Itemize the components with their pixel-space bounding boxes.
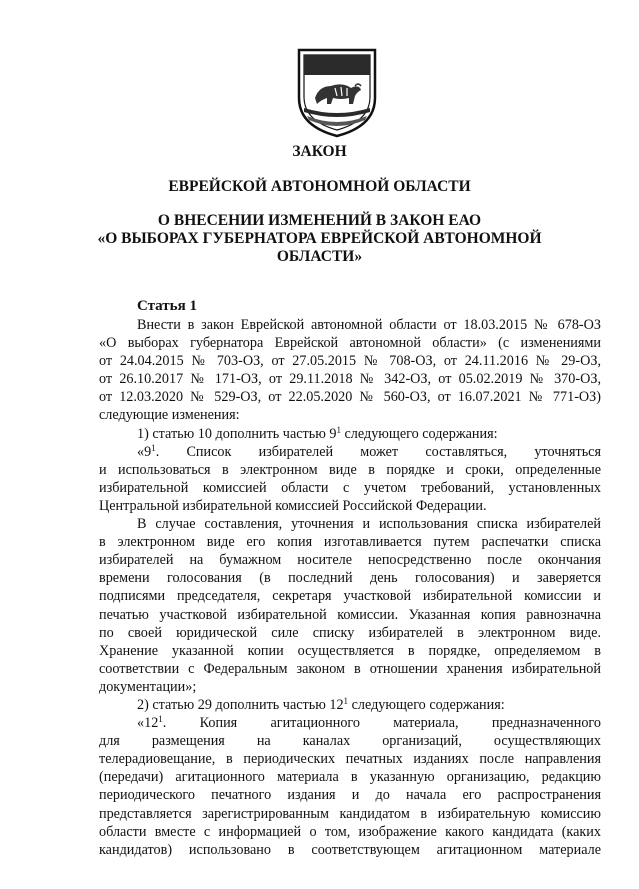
text-line: области вместе с информацией о том, изображение какого кандидата (каких xyxy=(99,823,601,840)
text-line: времени голосования (в последний день голосования) и заверяется xyxy=(99,570,601,587)
text-line: и использоваться в электронном виде в порядке и сроки, определенные xyxy=(99,461,601,478)
quote-line: «$9^1$. Список избирателей может составляться, уточняться xyxy=(137,442,601,460)
text-line: по своей юридической силе списку избирателей в электронном виде. xyxy=(99,624,601,641)
text-line: следующие изменения: xyxy=(99,407,240,424)
document-type-heading: ЗАКОН xyxy=(292,143,347,160)
text-line: Центральной избирательной комиссией Российской Федерации. xyxy=(99,497,487,514)
text-line: для размещения на каналах организаций, осуществляющих xyxy=(99,733,601,750)
text-line: представляется зарегистрированным кандидатом в избирательную комиссию xyxy=(99,805,601,822)
text-line: В случае составления, уточнения и использования списка избирателей xyxy=(137,516,601,533)
text-line: печатью участковой избирательной комиссии. Указанная копия равнозначна xyxy=(99,606,601,623)
text-line: Внести в закон Еврейской автономной области от 18.03.2015 № 678-ОЗ xyxy=(137,317,601,333)
text-line: телерадиовещание, в периодических печатных изданиях после направления xyxy=(99,751,601,768)
text-line: от 12.03.2020 № 529-ОЗ, от 22.05.2020 № 560-ОЗ, от 16.07.2021 № 771-ОЗ) xyxy=(99,389,601,406)
text-line: в электронном виде его копия изготавливается путем распечатки списка xyxy=(99,534,601,551)
text-line: документации»; xyxy=(99,678,197,695)
subject-line: ОБЛАСТИ» xyxy=(276,248,363,265)
text-line: периодического печатного издания и до начала его распространения xyxy=(99,787,601,804)
subject-line: «О ВЫБОРАХ ГУБЕРНАТОРА ЕВРЕЙСКОЙ АВТОНОМНОЙ xyxy=(97,230,542,247)
text-line: (передачи) агитационного материала в указанную организацию, редакцию xyxy=(99,769,601,786)
list-item-2: 2) статью 29 дополнить частью $12^1$ следующего содержания: xyxy=(137,695,505,713)
article-body xyxy=(99,316,601,859)
text-line: от 24.04.2015 № 703-ОЗ, от 27.05.2015 № 708-ОЗ, от 24.11.2016 № 29-ОЗ, xyxy=(99,353,601,370)
text-line: соответствии с Федеральным законом в отношении хранения избирательной xyxy=(99,660,601,677)
text-line: избирателей на бумажном носителе непосредственно после окончания xyxy=(99,552,601,569)
list-item-1: 1) статью 10 дополнить частью $9^1$ следующего содержания: xyxy=(137,424,498,442)
text-line: избирательной комиссией области с учетом требований, установленных xyxy=(99,479,601,496)
subject-line: О ВНЕСЕНИИ ИЗМЕНЕНИЙ В ЗАКОН ЕАО xyxy=(157,212,482,229)
text-line: «О выборах губернатора Еврейской автономной области» (с изменениями xyxy=(99,335,601,352)
law-subject-heading xyxy=(0,212,639,266)
article-heading: Статья 1 xyxy=(137,298,197,314)
text-line: от 26.10.2017 № 171-ОЗ, от 29.11.2018 № 342-ОЗ, от 05.02.2019 № 370-ОЗ, xyxy=(99,371,601,388)
region-heading: ЕВРЕЙСКОЙ АВТОНОМНОЙ ОБЛАСТИ xyxy=(168,178,471,195)
quote-line: «$12^1$. Копия агитационного материала, предназначенного xyxy=(137,714,601,732)
text-line: кандидатов) использовано в соответствующем агитационном материале xyxy=(99,841,601,858)
text-line: Хранение указанной копии осуществляется в порядке, определяемом в xyxy=(99,642,601,659)
coat-of-arms-emblem xyxy=(295,46,379,138)
text-line: подписями председателя, секретаря участковой избирательной комиссии и xyxy=(99,588,601,605)
